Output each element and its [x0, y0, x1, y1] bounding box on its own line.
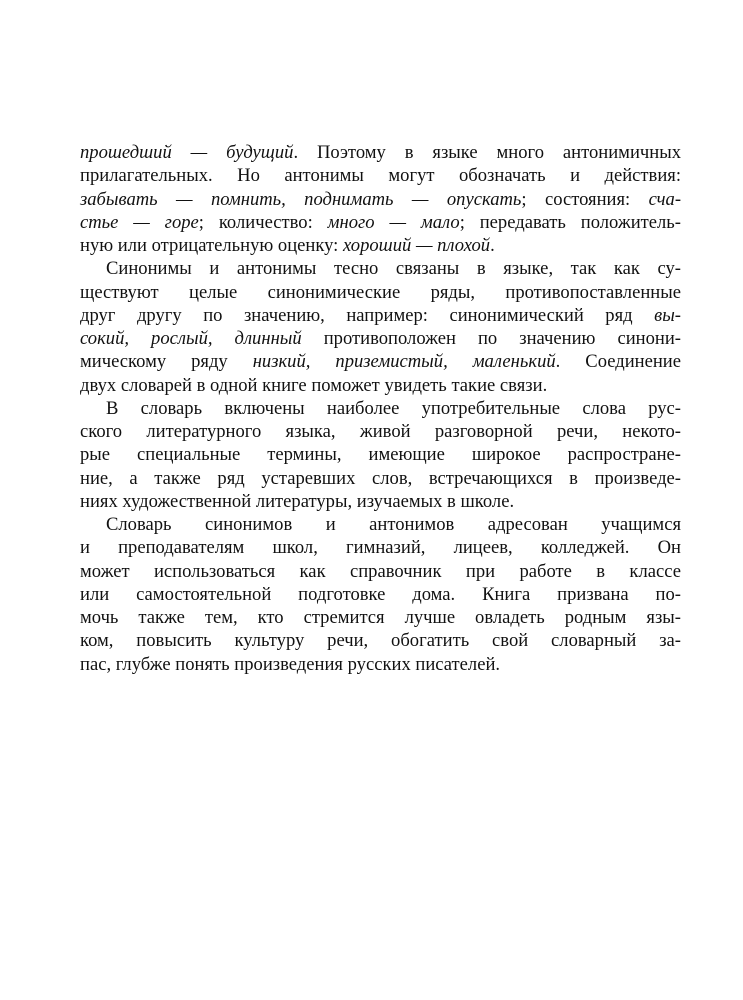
text-line	[80, 281, 681, 304]
text-line	[80, 490, 681, 513]
text-run: ; передавать положитель-	[459, 211, 681, 233]
text-run: Синонимы и антонимы тесно связаны в языке, так как су-	[106, 258, 681, 280]
text-run: мическому ряду	[80, 351, 253, 373]
text-line	[80, 350, 681, 373]
italic-example: много — мало	[327, 211, 460, 233]
text-run: противоположен по значению синони-	[301, 328, 681, 349]
text-line	[80, 141, 681, 164]
text-line	[80, 327, 681, 350]
text-run: Словарь синонимов и антонимов адресован учащимся	[106, 514, 681, 535]
paragraph	[80, 397, 681, 513]
text-line	[80, 513, 681, 536]
text-run: ниях художественной литературы, изучаемых в школе.	[80, 490, 515, 512]
text-run: ; количество:	[198, 211, 328, 233]
text-run: ществуют целые синонимические ряды, противопоставленные	[80, 281, 681, 303]
text-line	[80, 653, 681, 676]
text-run: ; состояния:	[521, 188, 649, 210]
italic-example: сокий, рослый, длинный	[80, 328, 302, 349]
italic-example: хороший — плохой	[343, 235, 491, 256]
text-line	[80, 211, 681, 234]
text-line	[80, 536, 681, 559]
page-body	[80, 141, 681, 676]
paragraph	[80, 513, 681, 676]
text-run: ком, повысить культуру речи, обогатить свой словарный за-	[80, 630, 681, 652]
italic-example: низкий, приземистый, маленький	[252, 351, 556, 373]
italic-example: вы-	[654, 304, 681, 326]
text-line	[80, 467, 681, 490]
italic-example: прошедший — будущий	[80, 142, 294, 163]
text-run: может использоваться как справочник при работе в классе	[80, 560, 681, 582]
text-run: рые специальные термины, имеющие широкое распростране-	[80, 444, 681, 466]
text-run: .	[490, 235, 495, 256]
text-run: прилагательных. Но антонимы могут обозначать и действия:	[80, 165, 681, 187]
text-line	[80, 397, 681, 420]
text-run: пас, глубже понять произведения русских писателей.	[80, 653, 501, 675]
text-line	[80, 188, 681, 211]
text-run: . Поэтому в языке много антонимичных	[293, 142, 681, 163]
paragraph	[80, 141, 681, 257]
text-run: В словарь включены наиболее употребительные слова рус-	[106, 397, 681, 419]
text-line	[80, 583, 681, 606]
italic-example: забывать — помнить, поднимать — опускать	[80, 188, 522, 210]
text-line	[80, 164, 681, 187]
text-line	[80, 560, 681, 583]
text-line	[80, 606, 681, 629]
italic-example: сча-	[648, 188, 682, 210]
text-run: двух словарей в одной книге поможет увидеть такие связи.	[80, 374, 548, 396]
italic-example: стье — горе	[80, 211, 199, 233]
text-run: ского литературного языка, живой разговорной речи, некото-	[80, 421, 681, 442]
text-line	[80, 234, 681, 257]
text-line	[80, 420, 681, 443]
text-line	[80, 629, 681, 652]
paragraph	[80, 257, 681, 397]
text-run: и преподавателям школ, гимназий, лицеев, колледжей. Он	[80, 537, 681, 559]
text-run: ние, а также ряд устаревших слов, встречающихся в произведе-	[80, 467, 681, 489]
text-run: или самостоятельной подготовке дома. Книга призвана по-	[80, 583, 681, 605]
text-line	[80, 304, 681, 327]
text-run: мочь также тем, кто стремится лучше овладеть родным язы-	[80, 607, 681, 628]
text-run: ную или отрицательную оценку:	[80, 235, 343, 256]
text-run: . Соединение	[555, 351, 682, 373]
text-run: друг другу по значению, например: синонимический ряд	[80, 304, 655, 326]
text-line	[80, 443, 681, 466]
text-line	[80, 374, 681, 397]
text-line	[80, 257, 681, 280]
